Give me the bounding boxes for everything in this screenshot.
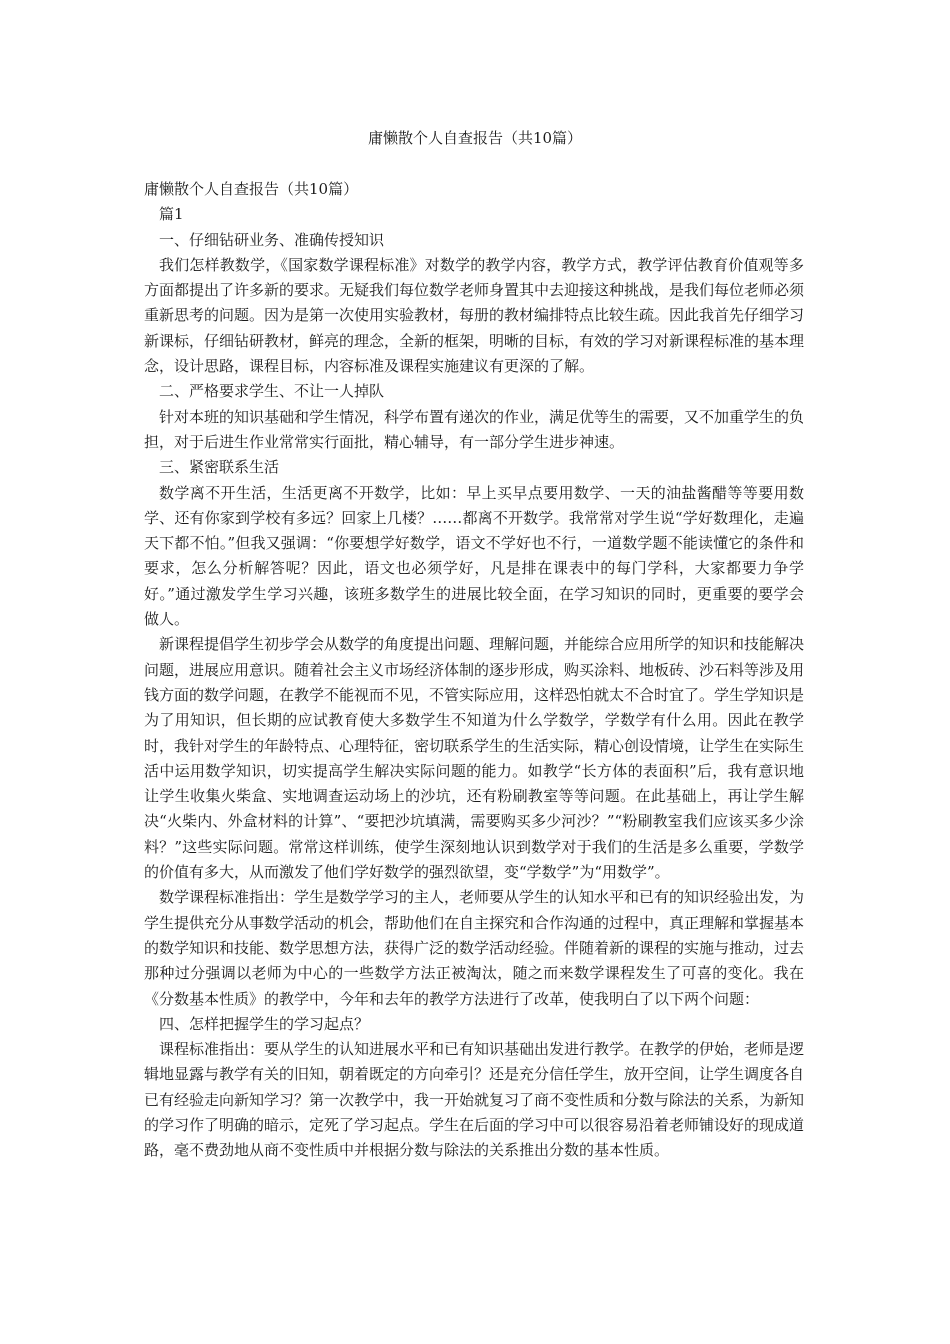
section-1-paragraph-1: 我们怎样教数学，《国家数学课程标准》对数学的教学内容，教学方式，教学评估教育价值观等多方面都提出了许多新的要求。无疑我们每位数学老师身置其中去迎接这种挑战，是我们每位老师必须重新思考的问题。因为是第一次使用实验教材，每册的教材编排特点比较生疏。因此我首先仔细学习新课标，仔细钻研教材，鲜亮的理念，全新的框架，明晰的目标，有效的学习对新课程标准的基本理念，设计思路，课程目标，内容标准及课程实施建议有更深的了解。	[144, 255, 805, 376]
document-heading: 庸懒散个人自查报告（共10篇）	[144, 180, 359, 198]
document-body	[144, 177, 804, 1164]
section-heading-4: 四、怎样把握学生的学习起点？	[159, 1014, 370, 1033]
section-heading-3: 三、紧密联系生活	[159, 458, 280, 477]
section-2-paragraph-1: 针对本班的知识基础和学生情况，科学布置有递次的作业，满足优等生的需要，又不加重学生的负担，对于后进生作业常常实行面批，精心辅导，有一部分学生进步神速。	[144, 407, 805, 451]
page-title: 庸懒散个人自查报告（共10篇）	[367, 129, 583, 147]
section-3-paragraph-2: 新课程提倡学生初步学会从数学的角度提出问题、理解问题，并能综合应用所学的知识和技能解决问题，进展应用意识。随着社会主义市场经济体制的逐步形成，购买涂料、地板砖、沙石料等涉及用钱方面的数学问题，在教学不能视而不见，不管实际应用，这样恐怕就太不合时宜了。学生学知识是为了用知识，但长期的应试教育使大多数学生不知道为什么学数学，学数学有什么用。因此在教学时，我针对学生的年龄特点、心理特征，密切联系学生的生活实际，精心创设情境，让学生在实际生活中运用数学知识，切实提高学生解决实际问题的能力。如教学“长方体的表面积”后，我有意识地让学生收集火柴盒、实地调查运动场上的沙坑，还有粉刷教室等等问题。在此基础上，再让学生解决“火柴内、外盒材料的计算”、“要把沙坑填满，需要购买多少河沙？”“粉刷教室我们应该买多少涂料？”这些实际问题。常常这样训练，使学生深刻地认识到数学对于我们的生活是多么重要，学数学的价值有多大，从而激发了他们学好数学的强烈欲望，变“学数学”为“用数学”。	[144, 635, 805, 882]
section-4-paragraph-1: 课程标准指出：要从学生的认知进展水平和已有知识基础出发进行教学。在教学的伊始，老师是逻辑地显露与教学有关的旧知，朝着既定的方向牵引？还是充分信任学生，放开空间，让学生调度各自已有经验走向新知学习？第一次教学中，我一开始就复习了商不变性质和分数与除法的关系，为新知的学习作了明确的暗示，定死了学习起点。学生在后面的学习中可以很容易沿着老师铺设好的现成道路，毫不费劲地从商不变性质中并根据分数与除法的关系推出分数的基本性质。	[144, 1040, 805, 1160]
article-label: 篇1	[159, 205, 184, 224]
section-3-paragraph-1: 数学离不开生活，生活更离不开数学，比如：早上买早点要用数学、一天的油盐酱醋等等要用数学、还有你家到学校有多远？回家上几楼？……都离不开数学。我常常对学生说“学好数理化，走遍天下都不怕。”但我又强调：“你要想学好数学，语文不学好也不行，一道数学题不能读懂它的条件和要求，怎么分析解答呢？因此，语文也必须学好，凡是排在课表中的每门学科，大家都要力争学好。”通过激发学生学习兴趣，该班多数学生的进展比较全面，在学习知识的同时，更重要的要学会做人。	[144, 483, 804, 629]
section-heading-2: 二、严格要求学生、不让一人掉队	[159, 382, 385, 401]
section-heading-1: 一、仔细钻研业务、准确传授知识	[159, 230, 385, 249]
section-3-paragraph-3: 数学课程标准指出：学生是数学学习的主人，老师要从学生的认知水平和已有的知识经验出发，为学生提供充分从事数学活动的机会，帮助他们在自主探究和合作沟通的过程中，真正理解和掌握基本的数学知识和技能、数学思想方法，获得广泛的数学活动经验。伴随着新的课程的实施与推动，过去那种过分强调以老师为中心的一些数学方法正被淘汰，随之而来数学课程发生了可喜的变化。我在《分数基本性质》的教学中，今年和去年的教学方法进行了改革，使我明白了以下两个问题：	[144, 888, 805, 1008]
